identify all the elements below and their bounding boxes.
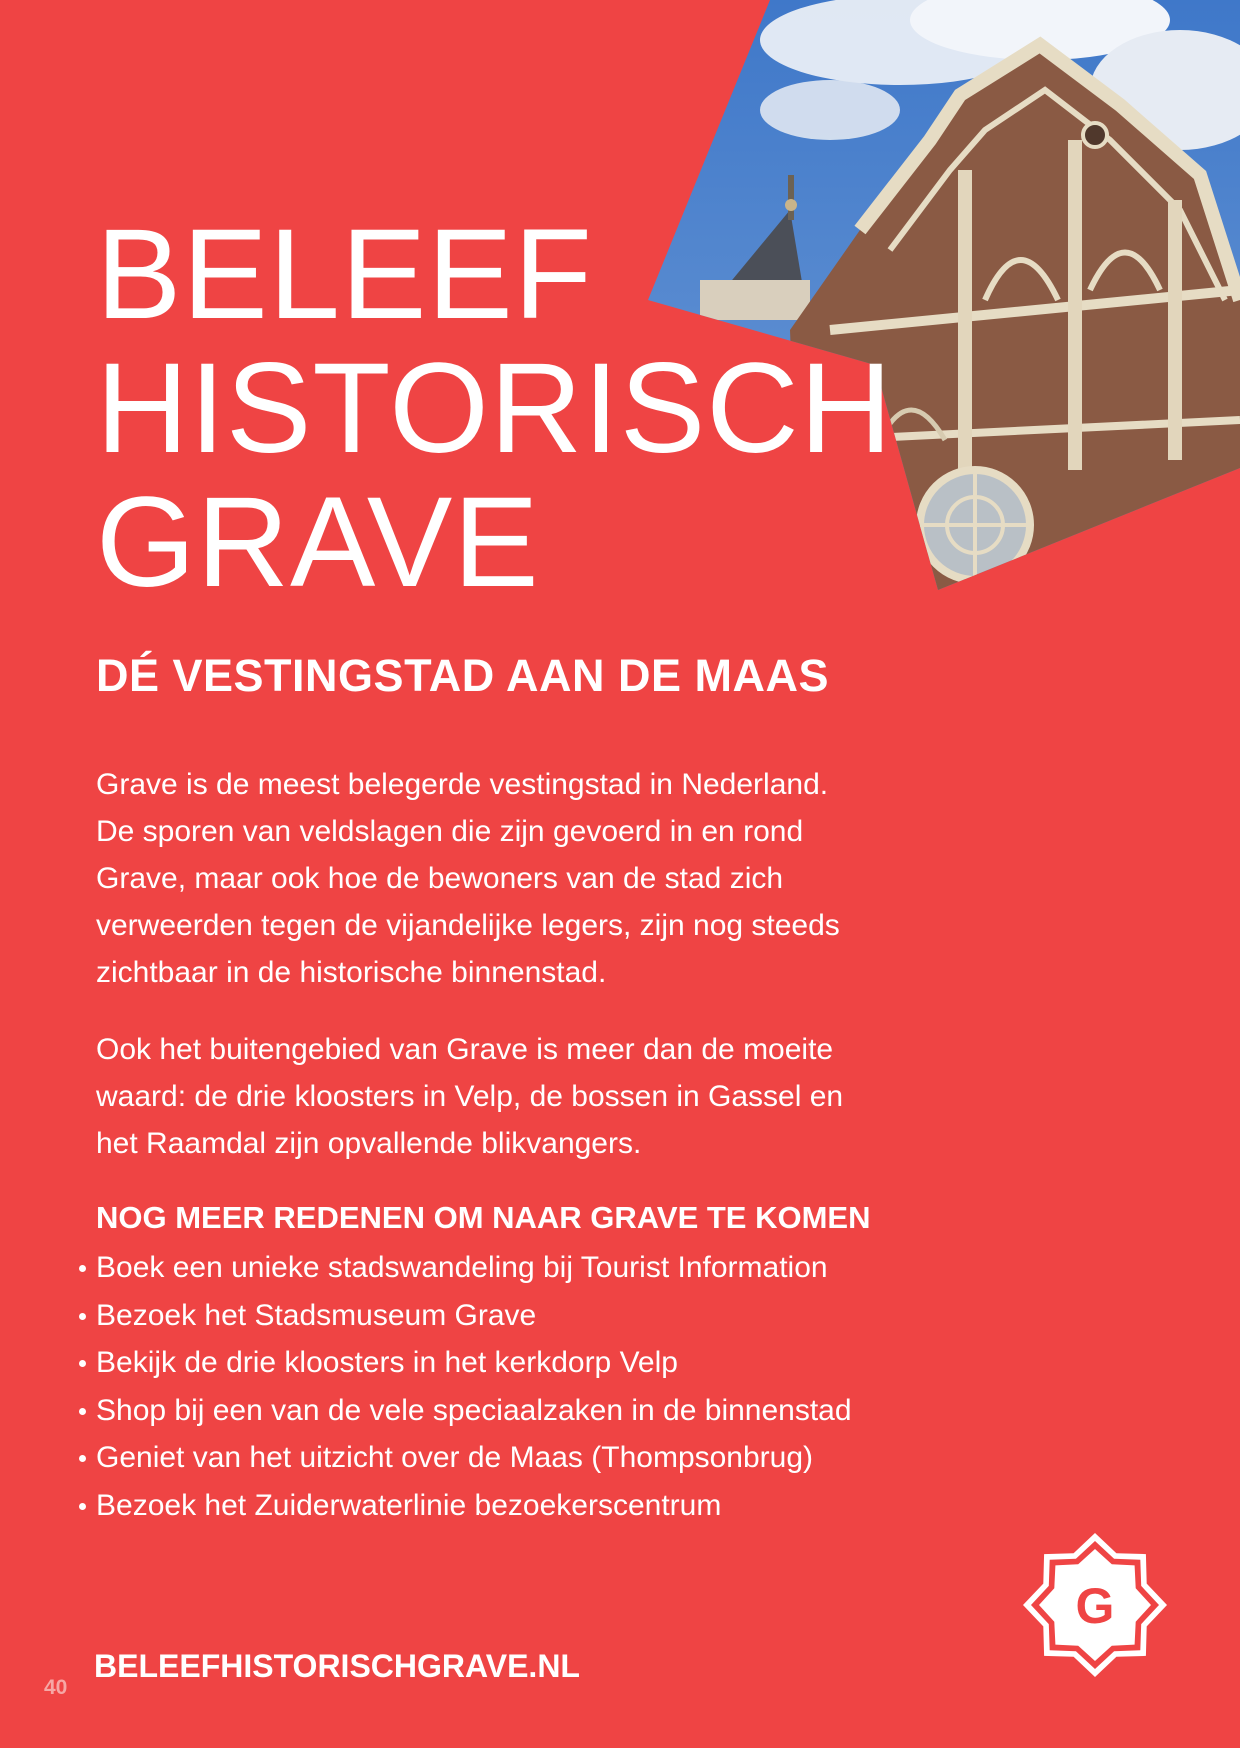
list-item-text: Shop bij een van de vele speciaalzaken in de binnenstad — [96, 1393, 852, 1427]
list-item — [76, 1434, 852, 1482]
paragraph-line: verweerden tegen de vijandelijke legers, zijn nog steeds — [96, 909, 840, 942]
bullet-icon — [79, 1503, 86, 1510]
title-line: HISTORISCH — [96, 337, 894, 480]
list-item — [76, 1244, 852, 1292]
list-item-text: Bezoek het Zuiderwaterlinie bezoekerscentrum — [96, 1488, 722, 1522]
reasons-list — [76, 1244, 852, 1529]
list-item — [76, 1339, 852, 1387]
list-item — [76, 1292, 852, 1340]
page-subtitle: DÉ VESTINGSTAD AAN DE MAAS — [96, 650, 830, 701]
page-number: 40 — [44, 1676, 68, 1699]
list-item-text: Bezoek het Stadsmuseum Grave — [96, 1298, 537, 1332]
logo-letter: G — [1075, 1578, 1115, 1634]
list-item — [76, 1482, 852, 1530]
intro-paragraph — [96, 761, 856, 996]
reasons-heading: NOG MEER REDENEN OM NAAR GRAVE TE KOMEN — [96, 1200, 871, 1235]
bullet-icon — [79, 1265, 86, 1272]
title-line: BELEEF — [96, 203, 593, 346]
bullet-icon — [79, 1360, 86, 1367]
paragraph-line: het Raamdal zijn opvallende blikvangers. — [96, 1127, 642, 1160]
list-item-text: Bekijk de drie kloosters in het kerkdorp Velp — [96, 1346, 678, 1379]
title-line: GRAVE — [96, 471, 540, 614]
paragraph-line: Grave, maar ook hoe de bewoners van de stad zich — [96, 862, 784, 895]
bullet-icon — [79, 1455, 86, 1462]
page-title — [96, 203, 894, 614]
paragraph-line: zichtbaar in de historische binnenstad. — [96, 956, 607, 989]
bullet-icon — [79, 1408, 86, 1415]
website-link[interactable]: BELEEFHISTORISCHGRAVE.NL — [94, 1648, 580, 1684]
bullet-icon — [79, 1313, 86, 1320]
paragraph-line: Ook het buitengebied van Grave is meer dan de moeite — [96, 1033, 834, 1066]
star-badge-g-icon — [1022, 1532, 1168, 1678]
paragraph-line: Grave is de meest belegerde vestingstad in Nederland. — [96, 768, 829, 801]
list-item — [76, 1387, 852, 1435]
paragraph-line: waard: de drie kloosters in Velp, de bossen in Gassel en — [96, 1080, 844, 1113]
list-item-text: Geniet van het uitzicht over de Maas (Thompsonbrug) — [96, 1441, 814, 1474]
list-item-text: Boek een unieke stadswandeling bij Tourist Information — [96, 1251, 828, 1284]
paragraph-line: De sporen van veldslagen die zijn gevoerd in en rond — [96, 815, 804, 848]
surroundings-paragraph — [96, 1026, 856, 1167]
